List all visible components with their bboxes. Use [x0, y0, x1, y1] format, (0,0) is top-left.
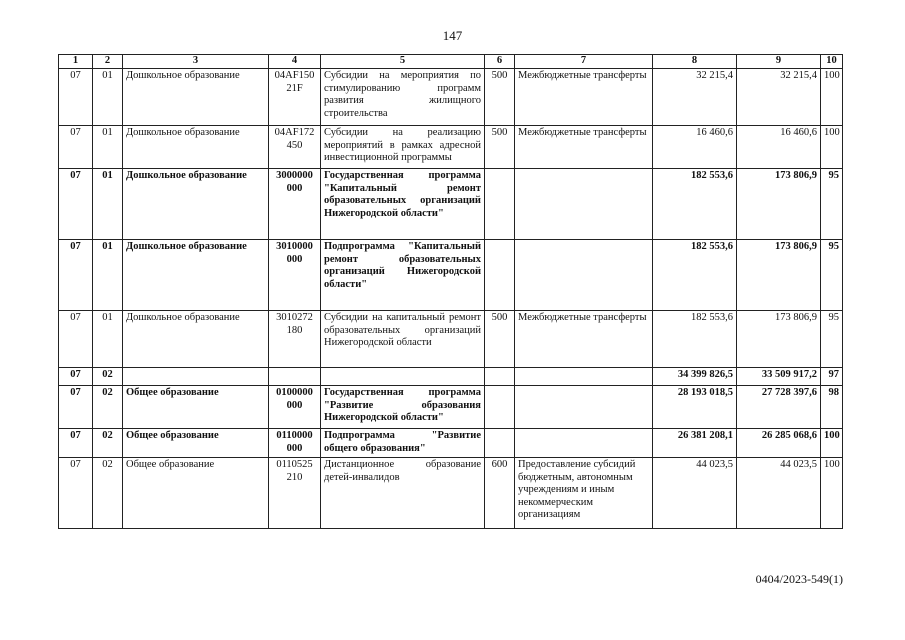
table-row: [59, 126, 843, 169]
planned-amount-cell: 32 215,4: [653, 69, 737, 126]
planned-amount-cell: 182 553,6: [653, 240, 737, 311]
table-row: [59, 240, 843, 311]
expense-type-code-cell: 500: [485, 69, 515, 126]
expense-type-name-cell: [515, 386, 653, 429]
description-cell: Государственная программа "Развитие образования Нижегородской области": [321, 386, 485, 429]
document-code: 0404/2023-549(1): [755, 572, 843, 586]
section-name-cell: Дошкольное образование: [123, 126, 269, 169]
target-code-cell: [269, 368, 321, 386]
table-row: [59, 458, 843, 529]
expense-type-name-cell: Межбюджетные трансферты: [515, 69, 653, 126]
execution-percent-cell: 95: [821, 311, 843, 368]
description-cell: Государственная программа "Капитальный ремонт образовательных организаций Нижегородской области": [321, 169, 485, 240]
planned-amount-cell: 34 399 826,5: [653, 368, 737, 386]
section-name-cell: Дошкольное образование: [123, 69, 269, 126]
table-row: [59, 311, 843, 368]
header-cell-5: 5: [321, 55, 485, 69]
razdel-cell: 07: [59, 368, 93, 386]
description-cell: Субсидии на капитальный ремонт образовательных организаций Нижегородской области: [321, 311, 485, 368]
podrazdel-cell: 01: [93, 240, 123, 311]
expense-type-code-cell: [485, 368, 515, 386]
budget-table: [58, 54, 843, 529]
razdel-cell: 07: [59, 69, 93, 126]
description-cell: Субсидии на реализацию мероприятий в рамках адресной инвестиционной программы: [321, 126, 485, 169]
header-cell-3: 3: [123, 55, 269, 69]
header-cell-8: 8: [653, 55, 737, 69]
actual-amount-cell: 32 215,4: [737, 69, 821, 126]
actual-amount-cell: 44 023,5: [737, 458, 821, 529]
header-cell-4: 4: [269, 55, 321, 69]
execution-percent-cell: 95: [821, 169, 843, 240]
header-cell-6: 6: [485, 55, 515, 69]
razdel-cell: 07: [59, 169, 93, 240]
actual-amount-cell: 173 806,9: [737, 169, 821, 240]
expense-type-code-cell: 500: [485, 126, 515, 169]
expense-type-name-cell: [515, 368, 653, 386]
table-row: [59, 169, 843, 240]
actual-amount-cell: 173 806,9: [737, 240, 821, 311]
actual-amount-cell: 26 285 068,6: [737, 429, 821, 458]
execution-percent-cell: 100: [821, 69, 843, 126]
execution-percent-cell: 98: [821, 386, 843, 429]
target-code-cell: 0110000 000: [269, 429, 321, 458]
target-code-cell: 3010272 180: [269, 311, 321, 368]
section-name-cell: Общее образование: [123, 429, 269, 458]
header-cell-7: 7: [515, 55, 653, 69]
planned-amount-cell: 26 381 208,1: [653, 429, 737, 458]
razdel-cell: 07: [59, 458, 93, 529]
section-name-cell: Дошкольное образование: [123, 169, 269, 240]
section-name-cell: Общее образование: [123, 386, 269, 429]
execution-percent-cell: 95: [821, 240, 843, 311]
razdel-cell: 07: [59, 126, 93, 169]
razdel-cell: 07: [59, 429, 93, 458]
table-row: [59, 69, 843, 126]
header-row: [59, 55, 843, 69]
header-cell-9: 9: [737, 55, 821, 69]
podrazdel-cell: 01: [93, 169, 123, 240]
razdel-cell: 07: [59, 240, 93, 311]
target-code-cell: 04АF172 450: [269, 126, 321, 169]
expense-type-name-cell: Межбюджетные трансферты: [515, 311, 653, 368]
description-cell: Подпрограмма "Капитальный ремонт образовательных организаций Нижегородской области": [321, 240, 485, 311]
execution-percent-cell: 100: [821, 458, 843, 529]
target-code-cell: 3010000 000: [269, 240, 321, 311]
expense-type-code-cell: [485, 429, 515, 458]
execution-percent-cell: 100: [821, 126, 843, 169]
actual-amount-cell: 16 460,6: [737, 126, 821, 169]
podrazdel-cell: 02: [93, 368, 123, 386]
target-code-cell: 0100000 000: [269, 386, 321, 429]
expense-type-code-cell: 500: [485, 311, 515, 368]
table-row: [59, 368, 843, 386]
table-row: [59, 429, 843, 458]
planned-amount-cell: 44 023,5: [653, 458, 737, 529]
expense-type-name-cell: Межбюджетные трансферты: [515, 126, 653, 169]
execution-percent-cell: 97: [821, 368, 843, 386]
target-code-cell: 0110525 210: [269, 458, 321, 529]
target-code-cell: 3000000 000: [269, 169, 321, 240]
expense-type-name-cell: Предоставление субсидий бюджетным, автономным учреждениям и иным некоммерческим организациям: [515, 458, 653, 529]
expense-type-code-cell: [485, 240, 515, 311]
actual-amount-cell: 33 509 917,2: [737, 368, 821, 386]
section-name-cell: [123, 368, 269, 386]
expense-type-code-cell: [485, 386, 515, 429]
description-cell: Дистанционное образование детей-инвалидов: [321, 458, 485, 529]
target-code-cell: 04АF150 21F: [269, 69, 321, 126]
section-name-cell: Дошкольное образование: [123, 311, 269, 368]
expense-type-code-cell: 600: [485, 458, 515, 529]
description-cell: [321, 368, 485, 386]
description-cell: Субсидии на мероприятия по стимулированию программ развития жилищного строительства: [321, 69, 485, 126]
expense-type-name-cell: [515, 429, 653, 458]
description-cell: Подпрограмма "Развитие общего образования": [321, 429, 485, 458]
planned-amount-cell: 16 460,6: [653, 126, 737, 169]
page-number: 147: [442, 28, 463, 43]
table-row: [59, 386, 843, 429]
expense-type-code-cell: [485, 169, 515, 240]
planned-amount-cell: 182 553,6: [653, 169, 737, 240]
podrazdel-cell: 01: [93, 126, 123, 169]
expense-type-name-cell: [515, 169, 653, 240]
section-name-cell: Общее образование: [123, 458, 269, 529]
podrazdel-cell: 02: [93, 386, 123, 429]
execution-percent-cell: 100: [821, 429, 843, 458]
razdel-cell: 07: [59, 386, 93, 429]
podrazdel-cell: 01: [93, 69, 123, 126]
header-cell-2: 2: [93, 55, 123, 69]
expense-type-name-cell: [515, 240, 653, 311]
actual-amount-cell: 173 806,9: [737, 311, 821, 368]
actual-amount-cell: 27 728 397,6: [737, 386, 821, 429]
planned-amount-cell: 182 553,6: [653, 311, 737, 368]
razdel-cell: 07: [59, 311, 93, 368]
planned-amount-cell: 28 193 018,5: [653, 386, 737, 429]
section-name-cell: Дошкольное образование: [123, 240, 269, 311]
podrazdel-cell: 01: [93, 311, 123, 368]
header-cell-10: 10: [821, 55, 843, 69]
header-cell-1: 1: [59, 55, 93, 69]
podrazdel-cell: 02: [93, 429, 123, 458]
podrazdel-cell: 02: [93, 458, 123, 529]
